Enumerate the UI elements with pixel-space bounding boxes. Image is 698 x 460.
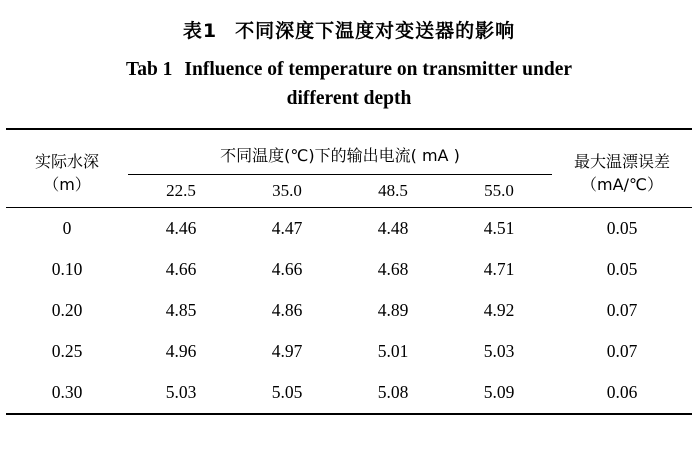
header-temp-2: 35.0 [272,180,302,200]
header-max-error-line1: 最大温漂误差 [573,152,670,171]
table-caption-english-line2: different depth [286,88,412,110]
cell-current-4: 4.71 [483,258,515,279]
cell-error: 0.07 [606,299,638,320]
cell-current-4: 5.03 [483,340,515,361]
table-row [6,290,692,331]
table-row [6,372,692,414]
cell-current-3: 5.01 [377,340,409,361]
cell-depth: 0.10 [51,258,83,279]
cell-depth: 0 [62,217,72,238]
cell-depth: 0.30 [51,381,83,402]
header-temp-3: 48.5 [378,180,408,200]
cell-current-1: 4.66 [165,258,197,279]
table-rule-bottom [6,414,692,415]
header-temp-1: 22.5 [166,180,196,200]
table-caption-chinese [0,0,698,43]
cell-error: 0.05 [606,217,638,238]
table-row [6,249,692,290]
cell-current-3: 5.08 [377,381,409,402]
cell-current-3: 4.89 [377,299,409,320]
cell-depth: 0.25 [51,340,83,361]
cell-error: 0.05 [606,258,638,279]
header-max-error [552,130,692,208]
cell-current-1: 4.46 [165,217,197,238]
cell-current-4: 4.92 [483,299,515,320]
cell-current-1: 5.03 [165,381,197,402]
cell-current-1: 4.96 [165,340,197,361]
cell-error: 0.07 [606,340,638,361]
header-current-group: 不同温度(℃)下的输出电流( mA ) [128,130,552,175]
caption-title-cn: 不同深度下温度对变送器的影响 [235,20,516,42]
header-depth-line1: 实际水深 [34,152,99,171]
cell-error: 0.06 [606,381,638,402]
data-table [6,128,692,415]
cell-current-4: 4.51 [483,217,515,238]
rule-cell [6,414,692,415]
table-caption-english-line1 [0,43,698,84]
header-depth [6,130,128,208]
table-row [6,208,692,249]
cell-current-2: 4.47 [271,217,303,238]
caption-number-en: Tab 1 [125,59,173,80]
cell-current-3: 4.68 [377,258,409,279]
cell-current-2: 4.86 [271,299,303,320]
header-max-error-line2: （mA/℃） [581,175,663,194]
cell-current-3: 4.48 [377,217,409,238]
caption-number-cn: 表1 [182,20,218,42]
cell-depth: 0.20 [51,299,83,320]
cell-current-4: 5.09 [483,381,515,402]
header-temp-4: 55.0 [484,180,514,200]
cell-current-1: 4.85 [165,299,197,320]
cell-current-2: 4.97 [271,340,303,361]
cell-current-2: 5.05 [271,381,303,402]
caption-title-en-line1: Influence of temperature on transmitter under [184,59,573,80]
table-row [6,331,692,372]
table-header-row-1 [6,130,692,175]
header-depth-line2: （m） [43,175,91,194]
cell-current-2: 4.66 [271,258,303,279]
